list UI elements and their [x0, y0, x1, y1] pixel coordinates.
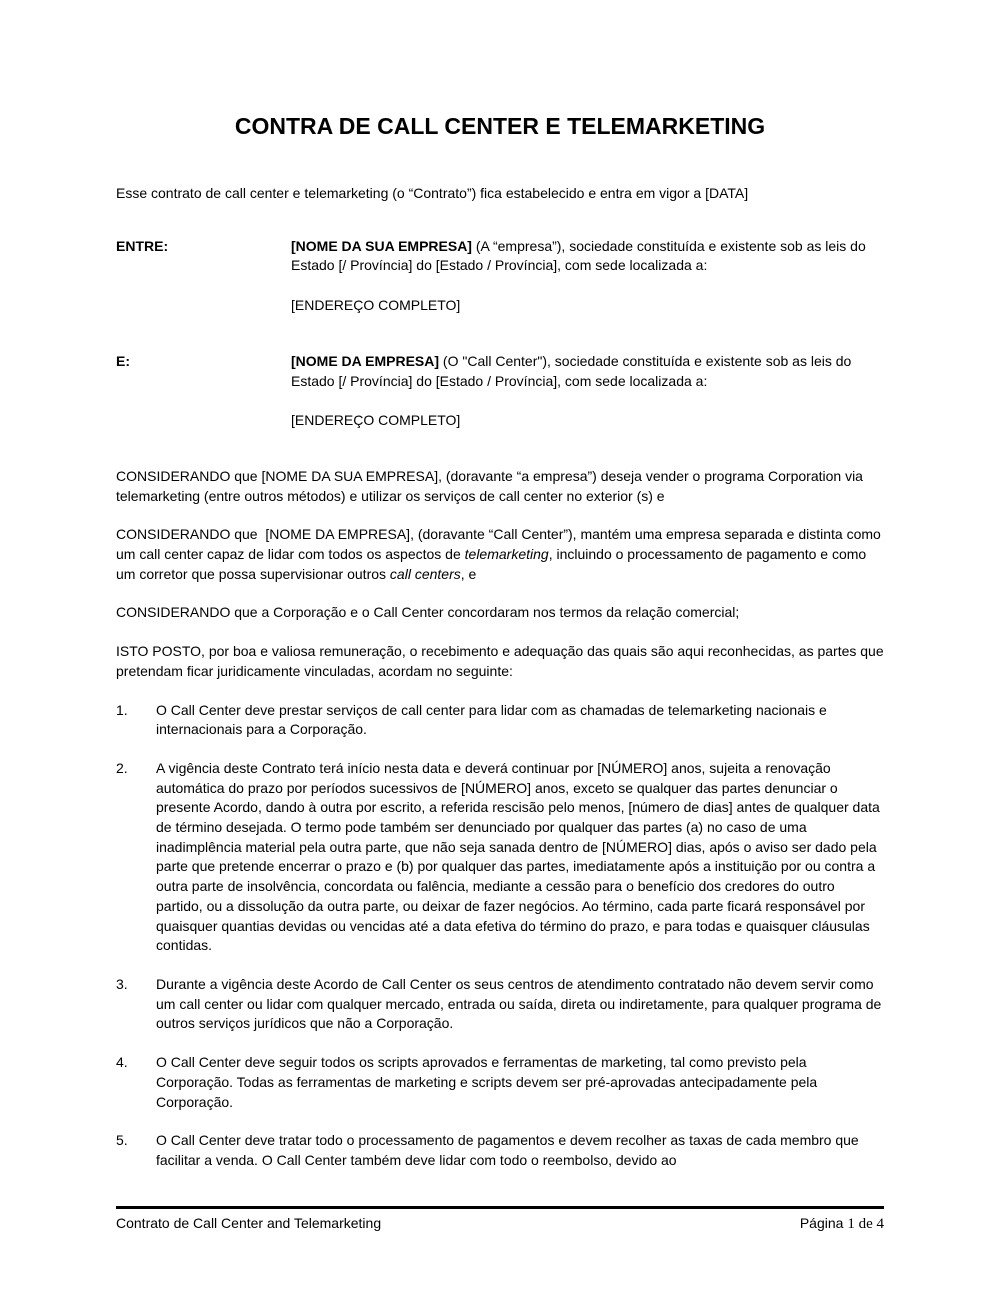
entre-description-text: (A “empresa”), sociedade constituída e existente sob as leis do Estado [/ Província] do [Estado / Província], com sede localizada a: — [291, 237, 870, 274]
clause-2 — [116, 759, 884, 956]
recital-3: CONSIDERANDO que a Corporação e o Call Center concordaram nos termos da relação comercial; — [116, 604, 740, 621]
clause-5 — [116, 1131, 884, 1170]
recital-2-text-2: , incluindo o processamento de pagamento e como um corretor que possa supervisionar outros — [116, 546, 871, 582]
e-company-placeholder: [NOME DA EMPRESA] — [291, 352, 440, 369]
clause-1-text: O Call Center deve prestar serviços de call center para lidar com as chamadas de telemarketing nacionais e internacionais para a Corporação. — [156, 701, 831, 738]
clause-3-number: 3. — [116, 975, 128, 992]
footer-row — [116, 1209, 884, 1235]
clause-3-text: Durante a vigência deste Acordo de Call Center os seus centros de atendimento contratado não devem servir como um call center ou lidar com qualquer mercado, entrada ou saída, direta ou indiretamente, para qualquer programa de outros serviços jurídicos que não a Corporação. — [156, 975, 886, 1032]
clause-5-number: 5. — [116, 1132, 128, 1149]
e-body — [291, 352, 884, 431]
recital-2-italic-call-centers: call centers — [389, 565, 461, 582]
recital-1: CONSIDERANDO que [NOME DA SUA EMPRESA], (doravante “a empresa”) deseja vender o programa Corporation via telemarketing (entre outros métodos) e utilizar os serviços de call center no exterior (s) e — [116, 467, 867, 504]
entre-address-placeholder: [ENDEREÇO COMPLETO] — [291, 297, 461, 314]
recital-2-text: CONSIDERANDO que [NOME DA EMPRESA], (doravante “Call Center”), mantém uma empresa separada e distinta como um call center capaz de lidar com todos os aspectos de — [116, 526, 885, 563]
party-row-e — [116, 352, 884, 431]
clause-5-text: O Call Center deve tratar todo o processamento de pagamentos e devem recolher as taxas de cada membro que facilitar a venda. O Call Center também deve lidar com todo o reembolso, devido ao — [156, 1132, 863, 1168]
page-footer — [116, 1206, 884, 1235]
entre-company-placeholder: [NOME DA SUA EMPRESA] — [291, 237, 472, 254]
intro-paragraph: Esse contrato de call center e telemarketing (o “Contrato”) fica estabelecido e entra em vigor a [DATA] — [116, 185, 749, 201]
e-address-placeholder: [ENDEREÇO COMPLETO] — [291, 412, 461, 429]
e-label: E: — [116, 352, 130, 369]
clause-1 — [116, 701, 884, 740]
e-description-text: (O "Call Center"), sociedade constituída e existente sob as leis do Estado [/ Província] do [Estado / Província], com sede localizada a: — [291, 352, 856, 389]
entre-description — [291, 237, 884, 276]
clause-1-number: 1. — [116, 701, 128, 718]
footer-page-label: Página — [799, 1215, 848, 1231]
recital-2 — [116, 525, 884, 584]
clause-3 — [116, 975, 884, 1034]
recital-2-italic-telemarketing: telemarketing — [464, 546, 549, 563]
footer-page-value: 1 de 4 — [847, 1216, 884, 1232]
entre-body — [291, 237, 884, 316]
clause-4 — [116, 1053, 884, 1112]
e-description — [291, 352, 884, 391]
clause-2-text: A vigência deste Contrato terá início nesta data e deverá continuar por [NÚMERO] anos, sujeita a renovação automática do prazo por períodos sucessivos de [NÚMERO] anos, exceto se qualquer das partes denunciar o presente Acordo, dando à outra por escrito, a referida rescisão pelo menos, [número de dias] antes de qualquer data de término desejada. O termo pode também ser denunciado por qualquer das partes (a) no caso de uma inadimplência material pela outra parte, que não seja sanada dentro de [NÚMERO] dias, após o aviso ser dado pela parte que pretende encerrar o prazo e (b) por qualquer das partes, imediatamente após a instituição por ou contra a outra parte de insolvência, concordata ou falência, mediante a cessão para o benefício dos credores do outro partido, ou a dissolução da outra parte, ou deixar de fazer negócios. Ao término, cada parte ficará responsável por quaisquer quantias devidas ou vencidas até a data efetiva do término do prazo, e para todas e quaisquer cláusulas contidas. — [156, 759, 884, 954]
party-row-entre — [116, 237, 884, 316]
footer-document-title: Contrato de Call Center and Telemarketing — [116, 1215, 382, 1231]
footer-page-number — [800, 1214, 884, 1235]
clause-2-number: 2. — [116, 759, 128, 776]
recital-2-text-3: , e — [460, 565, 477, 582]
isto-posto-paragraph: ISTO POSTO, por boa e valiosa remuneração, o recebimento e adequação das quais são aqui reconhecidas, as partes que pretendam ficar juridicamente vinculadas, acordam no seguinte: — [116, 643, 888, 679]
clause-4-text: O Call Center deve seguir todos os scripts aprovados e ferramentas de marketing, tal como previsto pela Corporação. Todas as ferramentas de marketing e scripts devem ser pré-aprovadas antecipadamente pela Corporação. — [156, 1054, 822, 1110]
entre-label: ENTRE: — [116, 237, 169, 254]
document-title: CONTRA DE CALL CENTER E TELEMARKETING — [234, 113, 766, 139]
clause-4-number: 4. — [116, 1054, 128, 1071]
